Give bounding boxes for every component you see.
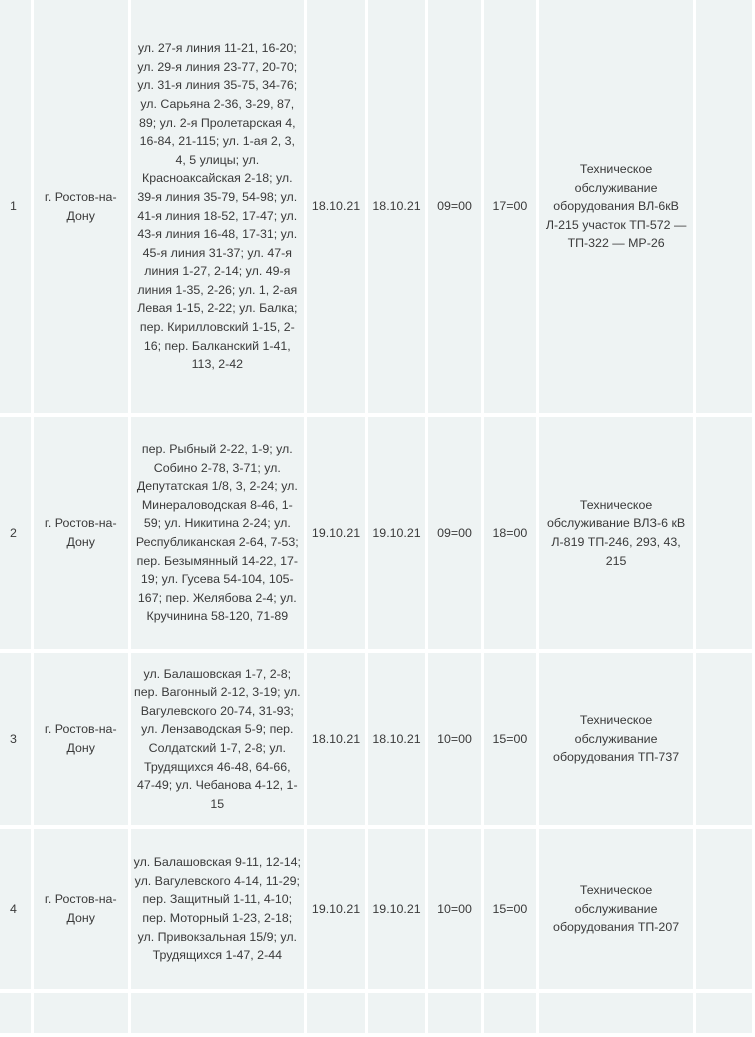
date-end-cell: 19.10.21 bbox=[368, 417, 425, 649]
date-start-cell: 19.10.21 bbox=[307, 417, 365, 649]
row-number: 3 bbox=[0, 653, 31, 825]
city-cell: г. Ростов-на-Дону bbox=[34, 0, 128, 413]
addresses-cell: ул. 27-я линия 11-21, 16-20; ул. 29-я линия 23-77, 20-70; ул. 31-я линия 35-75, 34-76; ул. Сарьяна 2-36, 3-29, 87, 89; ул. 2-я Пролетарская 4, 16-84, 21-115; ул. 1-ая 2, 3, 4, 5 улицы; ул. Красноаксайская 2-18; ул. 39-я линия 35-79, 54-98; ул. 41-я линия 18-52, 17-47; ул. 43-я линия 16-48, 17-31; ул. 45-я линия 31-37; ул. 47-я линия 1-27, 2-14; ул. 49-я линия 1-35, 2-26; ул. 1, 2-ая Левая 1-15, 2-22; ул. Балка; пер. Кирилловский 1-15, 2-16; пер. Балканский 1-41, 113, 2-42 bbox=[131, 0, 304, 413]
time-end-cell: 18=00 bbox=[484, 417, 536, 649]
work-description-cell: Техническое обслуживание оборудования ТП-737 bbox=[539, 653, 693, 825]
time-start-cell: 10=00 bbox=[428, 829, 481, 989]
empty-cell bbox=[484, 993, 536, 1033]
empty-cell bbox=[0, 993, 31, 1033]
row-number: 4 bbox=[0, 829, 31, 989]
addresses-cell: пер. Рыбный 2-22, 1-9; ул. Собино 2-78, 3-71; ул. Депутатская 1/8, 3, 2-24; ул. Минераловодская 8-46, 1-59; ул. Никитина 2-24; ул. Республиканская 2-64, 7-53; пер. Безымянный 14-22, 17-19; ул. Гусева 54-104, 105-167; пер. Желябова 2-4; ул. Кручинина 58-120, 71-89 bbox=[131, 417, 304, 649]
city-cell: г. Ростов-на-Дону bbox=[34, 653, 128, 825]
row-number: 2 bbox=[0, 417, 31, 649]
date-end-cell: 18.10.21 bbox=[368, 653, 425, 825]
time-start-cell: 09=00 bbox=[428, 0, 481, 413]
time-end-cell: 15=00 bbox=[484, 653, 536, 825]
table-row bbox=[0, 653, 752, 825]
time-end-cell: 15=00 bbox=[484, 829, 536, 989]
addresses-cell: ул. Балашовская 9-11, 12-14; ул. Вагулевского 4-14, 11-29; пер. Защитный 1-11, 4-10; пер. Моторный 1-23, 2-18; ул. Привокзальная 15/9; ул. Трудящихся 1-47, 2-44 bbox=[131, 829, 304, 989]
city-cell: г. Ростов-на-Дону bbox=[34, 417, 128, 649]
date-start-cell: 18.10.21 bbox=[307, 0, 365, 413]
date-end-cell: 19.10.21 bbox=[368, 829, 425, 989]
table-row bbox=[0, 829, 752, 989]
addresses-cell: ул. Балашовская 1-7, 2-8; пер. Вагонный 2-12, 3-19; ул. Вагулевского 20-74, 31-93; ул. Лензаводская 5-9; пер. Солдатский 1-7, 2-8; ул. Трудящихся 46-48, 64-66, 47-49; ул. Чебанова 4-12, 1-15 bbox=[131, 653, 304, 825]
date-start-cell: 18.10.21 bbox=[307, 653, 365, 825]
row-number: 1 bbox=[0, 0, 31, 413]
empty-cell bbox=[307, 993, 365, 1033]
empty-cell bbox=[368, 993, 425, 1033]
empty-cell bbox=[696, 993, 752, 1033]
empty-cell bbox=[428, 993, 481, 1033]
empty-cell bbox=[696, 417, 752, 649]
work-description-cell: Техническое обслуживание оборудования ТП-207 bbox=[539, 829, 693, 989]
date-end-cell: 18.10.21 bbox=[368, 0, 425, 413]
time-end-cell: 17=00 bbox=[484, 0, 536, 413]
empty-cell bbox=[696, 0, 752, 413]
empty-cell bbox=[696, 653, 752, 825]
date-start-cell: 19.10.21 bbox=[307, 829, 365, 989]
time-start-cell: 09=00 bbox=[428, 417, 481, 649]
table-row bbox=[0, 417, 752, 649]
city-cell: г. Ростов-на-Дону bbox=[34, 829, 128, 989]
empty-cell bbox=[539, 993, 693, 1033]
empty-cell bbox=[131, 993, 304, 1033]
work-description-cell: Техническое обслуживание оборудования ВЛ-6кВ Л-215 участок ТП-572 — ТП-322 — МР-26 bbox=[539, 0, 693, 413]
time-start-cell: 10=00 bbox=[428, 653, 481, 825]
work-description-cell: Техническое обслуживание ВЛЗ-6 кВ Л-819 ТП-246, 293, 43, 215 bbox=[539, 417, 693, 649]
table-row bbox=[0, 993, 752, 1033]
table-row bbox=[0, 0, 752, 413]
empty-cell bbox=[696, 829, 752, 989]
empty-cell bbox=[34, 993, 128, 1033]
